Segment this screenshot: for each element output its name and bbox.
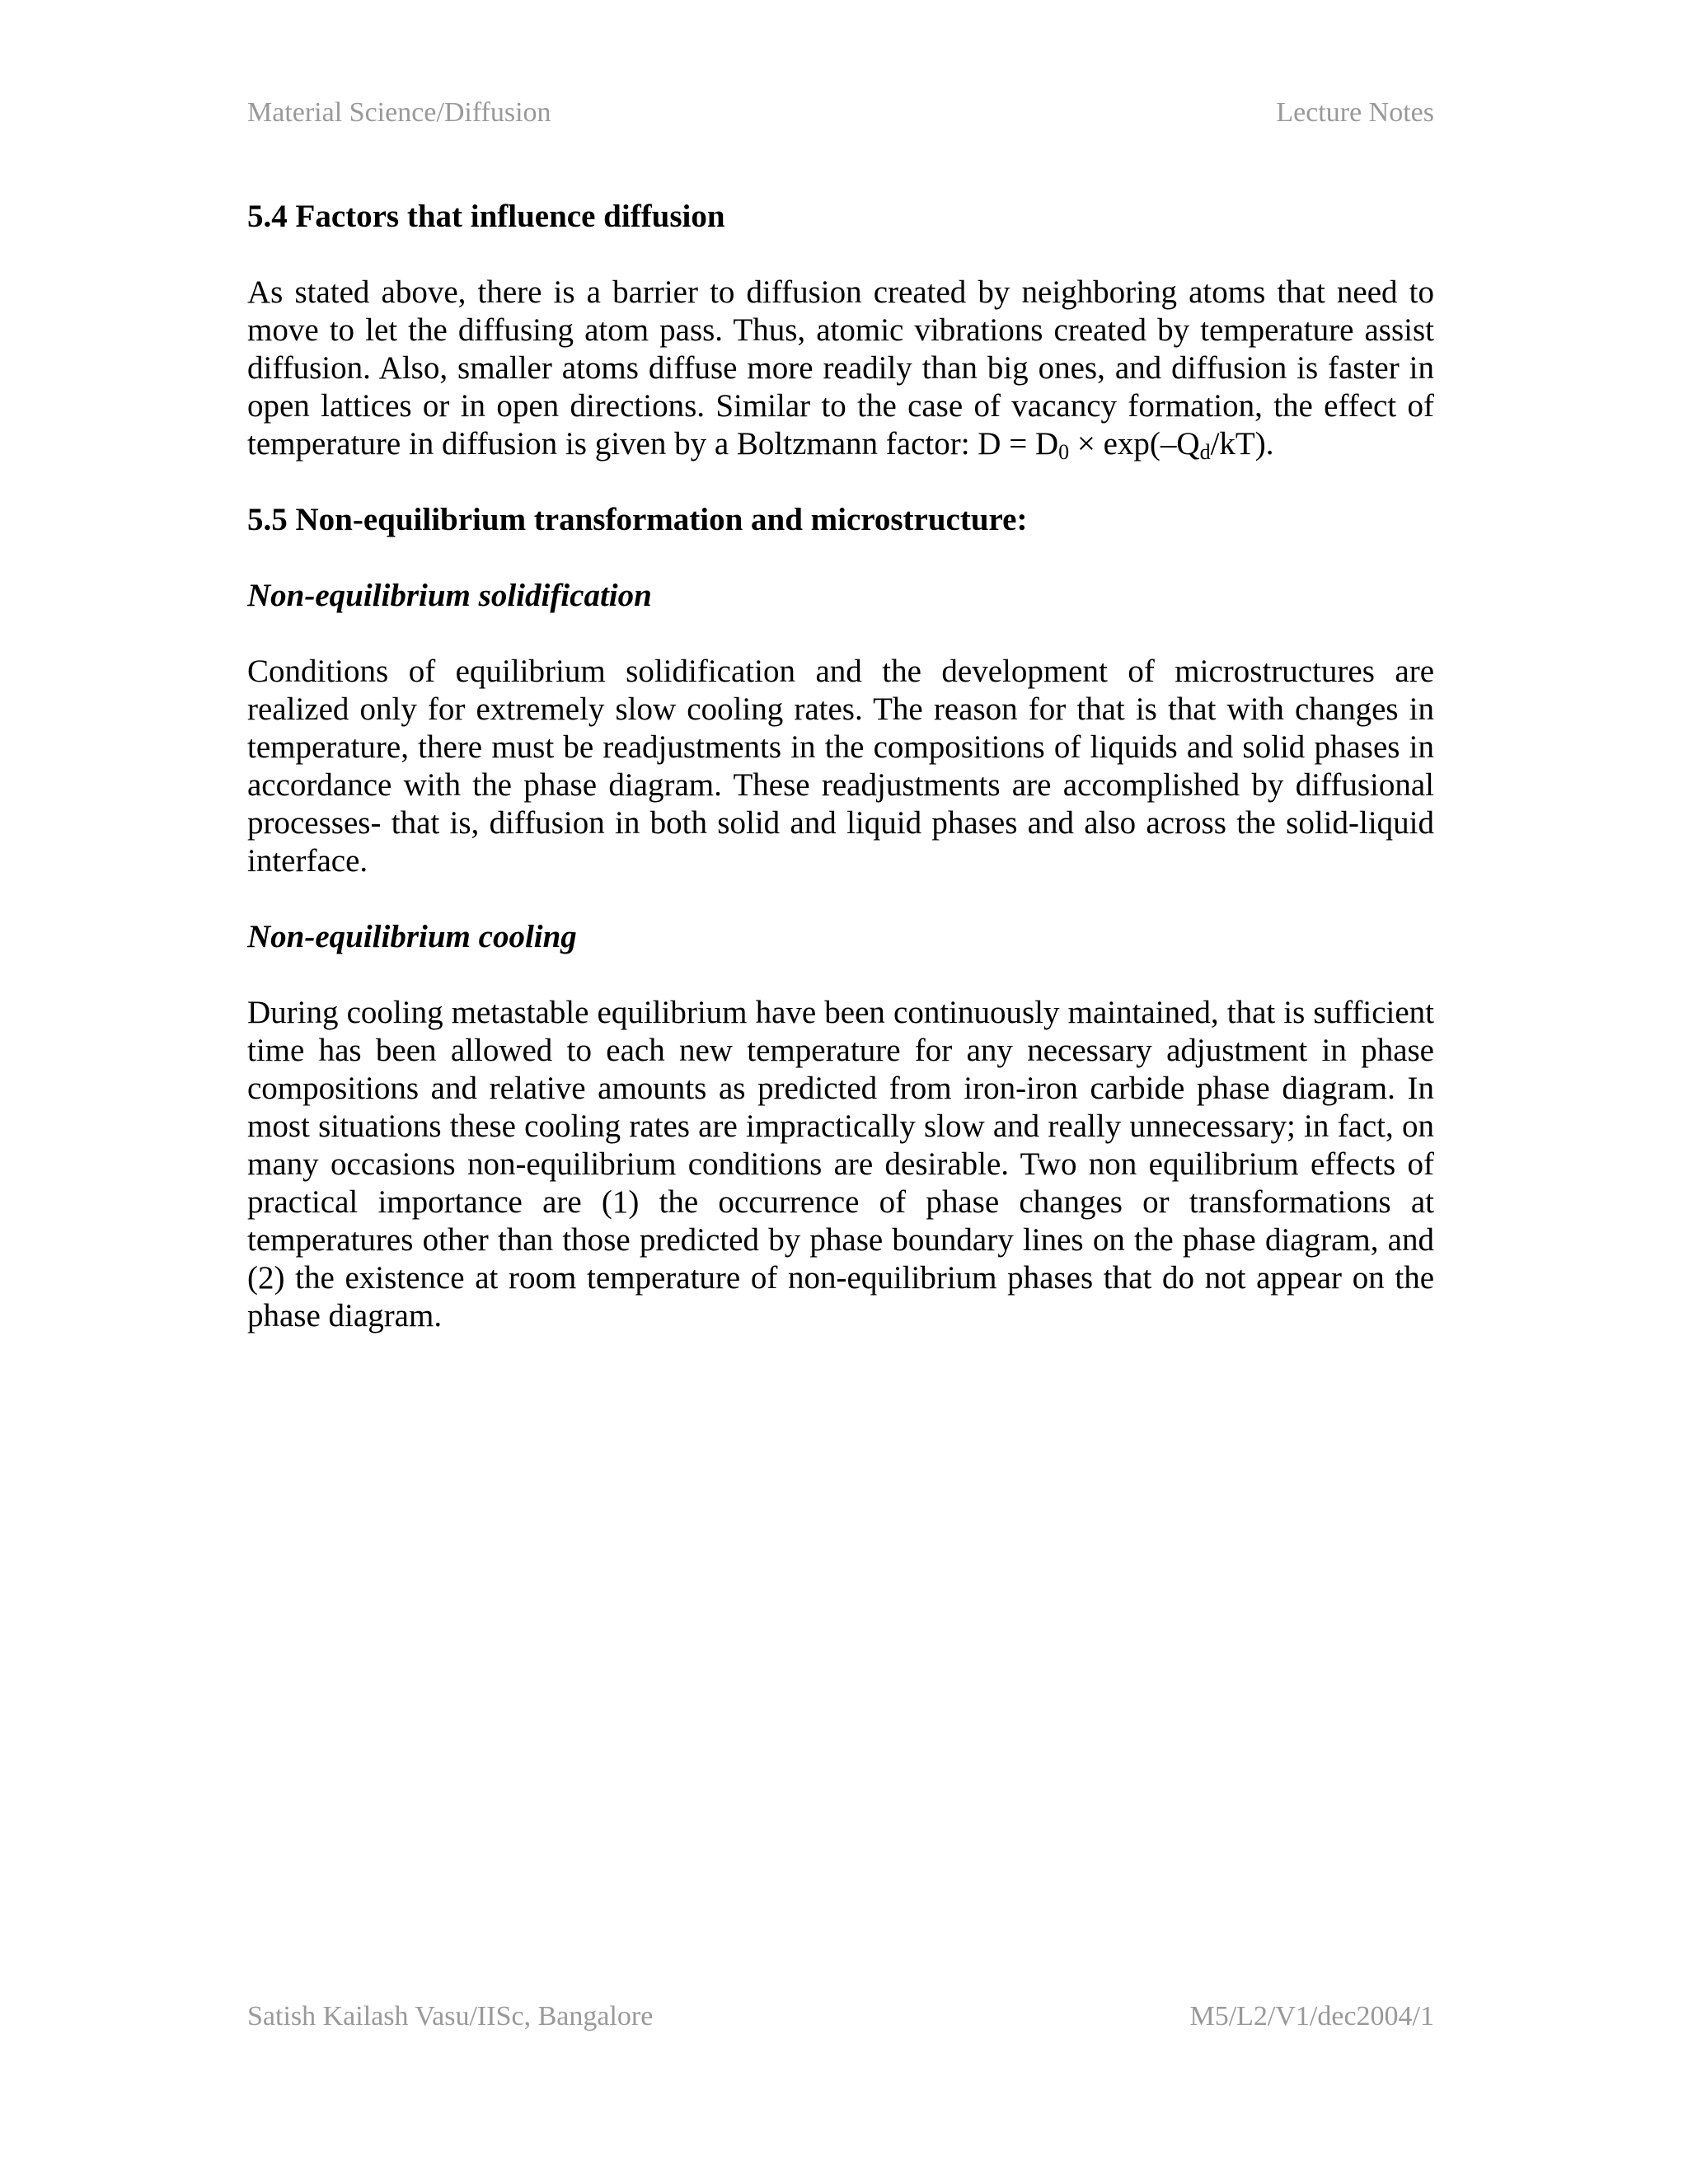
- subheading-cooling: Non-equilibrium cooling: [247, 919, 577, 954]
- footer-right-text: M5/L2/V1/dec2004/1: [1189, 2001, 1434, 2032]
- page-footer: [247, 2001, 1434, 2032]
- paragraph-solidification: Conditions of equilibrium solidification and the development of microstructures are realized only for extremely slow cooling rates. The reason for that is that with changes in temperature, there must be readjustments in the compositions of liquids and solid phases in accordance with the phase diagram. These readjustments are accomplished by diffusional processes- that is, diffusion in both solid and liquid phases and also across the solid-liquid interface.: [247, 654, 1434, 879]
- paragraph-text: As stated above, there is a barrier to diffusion created by neighboring atoms that need to move to let the diffusing atom pass. Thus, atomic vibrations created by temperature assist diffusion. Also, smaller atoms diffuse more readily than big ones, and diffusion is faster in open lattices or in open directions. Similar to the case of vacancy formation, the effect of temperature in diffusion is given by a Boltzmann factor: D = D: [247, 274, 1434, 462]
- section-heading-5-4: 5.4 Factors that influence diffusion: [247, 199, 725, 234]
- formula-subscript-d: d: [1199, 440, 1211, 464]
- header-left-text: Material Science/Diffusion: [247, 97, 551, 128]
- paragraph-cooling: During cooling metastable equilibrium have been continuously maintained, that is sufficient time has been allowed to each new temperature for any necessary adjustment in phase compositions and relative amounts as predicted from iron-iron carbide phase diagram. In most situations these cooling rates are impractically slow and really unnecessary; in fact, on many occasions non-equilibrium conditions are desirable. Two non equilibrium effects of practical importance are (1) the occurrence of phase changes or transformations at temperatures other than those predicted by phase boundary lines on the phase diagram, and (2) the existence at room temperature of non-equilibrium phases that do not appear on the phase diagram.: [247, 995, 1434, 1333]
- footer-left-text: Satish Kailash Vasu/IISc, Bangalore: [247, 2001, 654, 2032]
- formula-end: /kT).: [1210, 426, 1274, 462]
- document-body: [247, 198, 1434, 1373]
- formula-middle: × exp(–Q: [1069, 426, 1200, 462]
- page-header: [247, 97, 1434, 129]
- formula-subscript-0: 0: [1058, 440, 1070, 464]
- header-right-text: Lecture Notes: [1276, 97, 1434, 128]
- paragraph-factors-diffusion: [247, 274, 1434, 463]
- section-heading-5-5: 5.5 Non-equilibrium transformation and microstructure:: [247, 502, 1028, 537]
- subheading-solidification: Non-equilibrium solidification: [247, 578, 652, 613]
